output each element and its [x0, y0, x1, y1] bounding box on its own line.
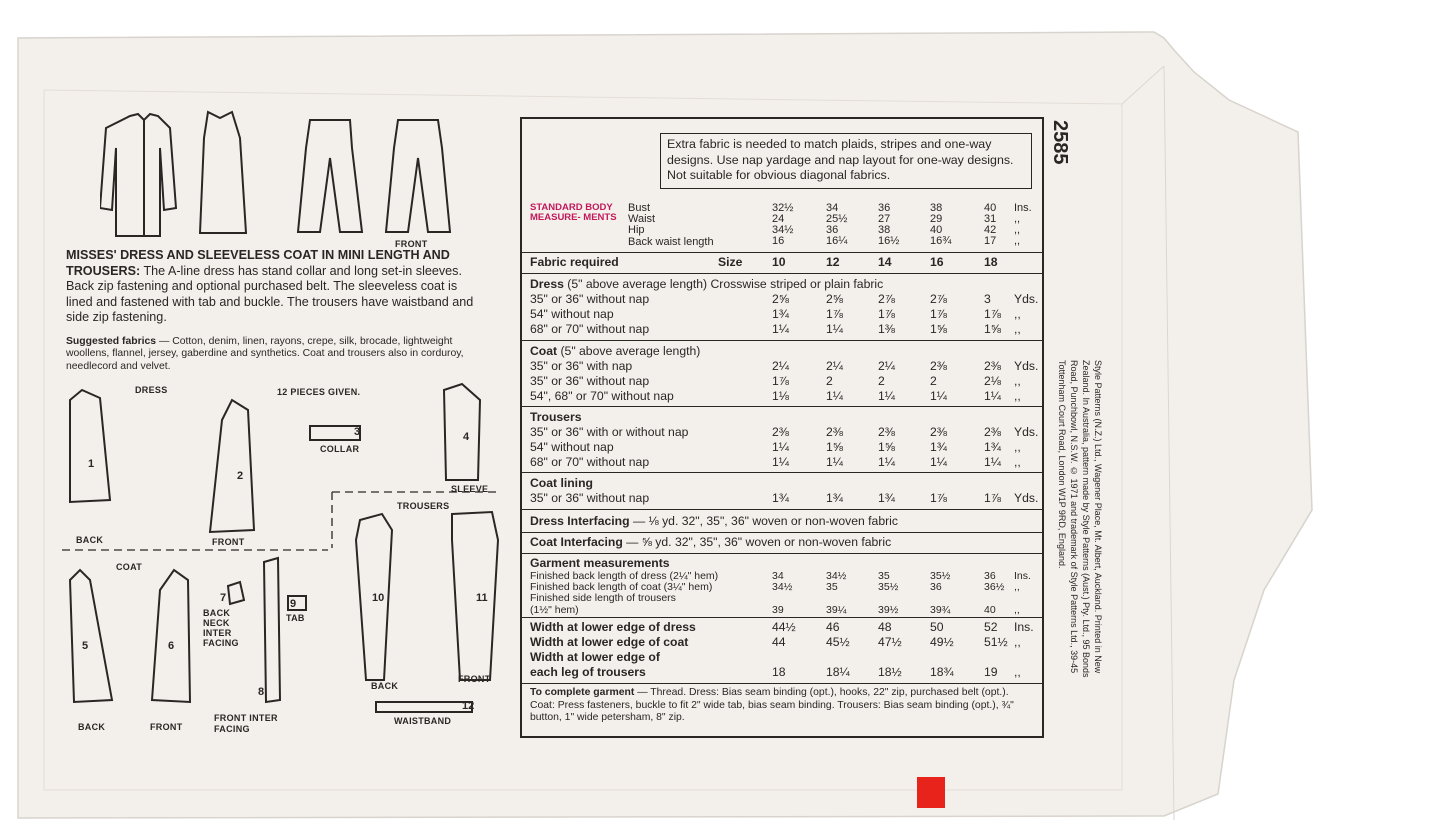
- rule: [522, 617, 1042, 618]
- dress-row-2: 54" without nap 1¾ 1⅞ 1⅞ 1⅞ 1⅞ ,,: [530, 307, 1021, 321]
- garment-title-row: Garment measurements: [530, 556, 670, 570]
- bust-row: 32½ 34 36 38 40 Ins.: [772, 202, 1032, 214]
- fabric-required-label: Fabric required: [530, 255, 619, 269]
- coat-row-3: 54", 68" or 70" without nap 1⅛ 1¼ 1¼ 1¼ 1¼ ,,: [530, 389, 1021, 403]
- coat-title-row: Coat (5" above average length): [530, 344, 701, 358]
- standard-body-label: STANDARD BODY MEASURE- MENTS: [530, 202, 617, 223]
- bust-label: Bust: [628, 202, 651, 214]
- color-marker: [917, 777, 945, 808]
- piece-number-9: 9: [290, 598, 297, 610]
- rule: [522, 532, 1042, 533]
- label-back-trousers: BACK: [371, 681, 399, 691]
- suggested-fabrics: [66, 336, 478, 373]
- piece-number-12: 12: [462, 700, 475, 712]
- label-coat: COAT: [116, 562, 143, 572]
- label-front-coat: FRONT: [150, 722, 183, 732]
- pattern-number: 2585: [1049, 120, 1071, 165]
- label-sleeve: SLEEVE: [451, 484, 489, 494]
- label-front-top: FRONT: [395, 239, 428, 249]
- piece-number-6: 6: [168, 640, 175, 652]
- back-waist-label: Back waist length: [628, 235, 714, 248]
- piece-number-11: 11: [476, 592, 488, 604]
- lining-title-row: Coat lining: [530, 476, 593, 490]
- coat-interfacing-row: Coat Interfacing — ⅝ yd. 32", 35", 36" woven or non-woven fabric: [530, 535, 892, 549]
- label-tab: TAB: [286, 613, 305, 623]
- trousers-row-2: 54" without nap 1¼ 1⅝ 1⅝ 1¾ 1¾ ,,: [530, 440, 1021, 454]
- piece-number-3: 3: [354, 426, 361, 438]
- suggested-label: Suggested fabrics: [66, 336, 157, 347]
- label-collar: COLLAR: [320, 444, 360, 454]
- label-pieces-given: 12 PIECES GIVEN.: [277, 387, 361, 397]
- garment-sketches: [100, 108, 490, 248]
- trousers-row-3: 68" or 70" without nap 1¼ 1¼ 1¼ 1¼ 1¼ ,,: [530, 455, 1021, 469]
- rule: [522, 252, 1042, 253]
- fabric-required-header: Fabric required Size 10 12 14 16 18: [530, 255, 998, 269]
- garment-row-2: Finished back length of coat (3¼" hem) 34½ 35 35½ 36 36½ ,,: [530, 581, 1020, 593]
- label-front-dress: FRONT: [212, 537, 245, 547]
- description: [66, 248, 478, 326]
- garment-row-3: Finished side length of trousers: [530, 592, 676, 604]
- dress-title-row: Dress (5" above average length) Crosswise striped or plain fabric: [530, 277, 884, 291]
- waist-row: 24 25½ 27 29 31 ,,: [772, 213, 1021, 225]
- garment-row-4: (1½" hem) 39 39¼ 39½ 39¾ 40 ,,: [530, 604, 1020, 616]
- dress-row-1: 35" or 36" without nap 2⅝ 2⅝ 2⅞ 2⅞ 3 Yds.: [530, 292, 1039, 306]
- to-complete-text: — Thread. Dress: Bias seam binding (opt.), hooks, 22" zip, purchased belt (opt.). Coat: Press fasteners, buckle to fit 2" wide tab, bias seam binding. Trousers: Bias seam binding (opt.), ¾" button, 1" wide petersham, 8" zip.: [530, 687, 1014, 724]
- piece-number-7: 7: [220, 592, 227, 604]
- coat-row-1: 35" or 36" with nap 2¼ 2¼ 2¼ 2⅜ 2⅜ Yds.: [530, 359, 1039, 373]
- width-row-2: Width at lower edge of coat 44 45½ 47½ 49½ 51½ ,,: [530, 635, 1021, 649]
- waist-label: Waist: [628, 213, 656, 226]
- pattern-pieces: [60, 380, 500, 730]
- description-title: MISSES' DRESS AND SLEEVELESS COAT IN MINI LENGTH AND TROUSERS:: [66, 248, 450, 278]
- piece-number-4: 4: [463, 431, 470, 443]
- one-way-note: Extra fabric is needed to match plaids, stripes and one-way designs. Use nap yardage and nap layout for one-way designs. Not suitable for obvious diagonal fabrics.: [660, 133, 1032, 189]
- description-body: The A-line dress has stand collar and long set-in sleeves. Back zip fastening and optional purchased belt. The sleeveless coat is lined and fastened with tab and buckle. The trousers have waistband and side zip fastening.: [66, 263, 474, 325]
- rule: [522, 340, 1042, 341]
- label-front-trousers: FRONT: [458, 674, 491, 684]
- width-row-4: each leg of trousers 18 18¼ 18½ 18¾ 19 ,,: [530, 665, 1021, 679]
- piece-number-10: 10: [372, 592, 385, 604]
- to-complete-label: To complete garment: [530, 687, 635, 698]
- rule: [522, 683, 1042, 684]
- label-back-coat: BACK: [78, 722, 106, 732]
- label-waistband: WAISTBAND: [394, 716, 452, 726]
- dress-interfacing-row: Dress Interfacing — ⅛ yd. 32", 35", 36" woven or non-woven fabric: [530, 514, 898, 528]
- rule: [522, 472, 1042, 473]
- piece-number-1: 1: [88, 458, 95, 470]
- trousers-title-row: Trousers: [530, 410, 582, 424]
- hip-row: 34½ 36 38 40 42 ,,: [772, 224, 1021, 236]
- rule: [522, 553, 1042, 554]
- lining-row-1: 35" or 36" without nap 1¾ 1¾ 1¾ 1⅞ 1⅞ Yds.: [530, 491, 1039, 505]
- dress-row-3: 68" or 70" without nap 1¼ 1¼ 1⅜ 1⅝ 1⅝ ,,: [530, 322, 1021, 336]
- label-dress: DRESS: [135, 385, 168, 395]
- width-row-3: Width at lower edge of: [530, 650, 660, 664]
- label-front-interfacing: FRONT INTER FACING: [214, 713, 278, 734]
- hip-label: Hip: [628, 224, 645, 237]
- label-back-neck-interfacing: BACK NECK INTER FACING: [203, 608, 239, 648]
- garment-row-1: Finished back length of dress (2¼" hem) 34 34½ 35 35½ 36 Ins.: [530, 570, 1031, 582]
- publisher-info: Style Patterns (N.Z.) Ltd., Wagener Place, Mt. Albert, Auckland. Printed in New Zealand. In Australia, pattern made by Style Patterns (Aust.) Pty. Ltd., 95 Bonds Road, Punchbowl, N.S.W. © 1971 and trademark of Style Patterns Ltd., 39-45 Tottenham Court Road, London W1P 9RD, England.: [1057, 360, 1103, 678]
- coat-row-2: 35" or 36" without nap 1⅞ 2 2 2 2⅛ ,,: [530, 374, 1021, 388]
- suggested-text: — Cotton, denim, linen, rayons, crepe, silk, brocade, lightweight woollens, flannel, jersey, gaberdine and synthetics. Coat and trousers also in corduroy, needlecord and velvet.: [66, 336, 464, 372]
- back-waist-row: 16 16¼ 16½ 16¾ 17 ,,: [772, 235, 1021, 247]
- piece-number-2: 2: [237, 470, 244, 482]
- rule: [522, 509, 1042, 510]
- piece-number-8: 8: [258, 686, 265, 698]
- rule: [522, 406, 1042, 407]
- width-row-1: Width at lower edge of dress 44½ 46 48 50 52 Ins.: [530, 620, 1034, 634]
- trousers-row-1: 35" or 36" with or without nap 2⅜ 2⅜ 2⅜ 2⅜ 2⅜ Yds.: [530, 425, 1039, 439]
- label-trousers: TROUSERS: [397, 501, 450, 511]
- rule: [522, 273, 1042, 274]
- label-back-dress: BACK: [76, 535, 104, 545]
- to-complete: [530, 687, 1036, 725]
- piece-number-5: 5: [82, 640, 89, 652]
